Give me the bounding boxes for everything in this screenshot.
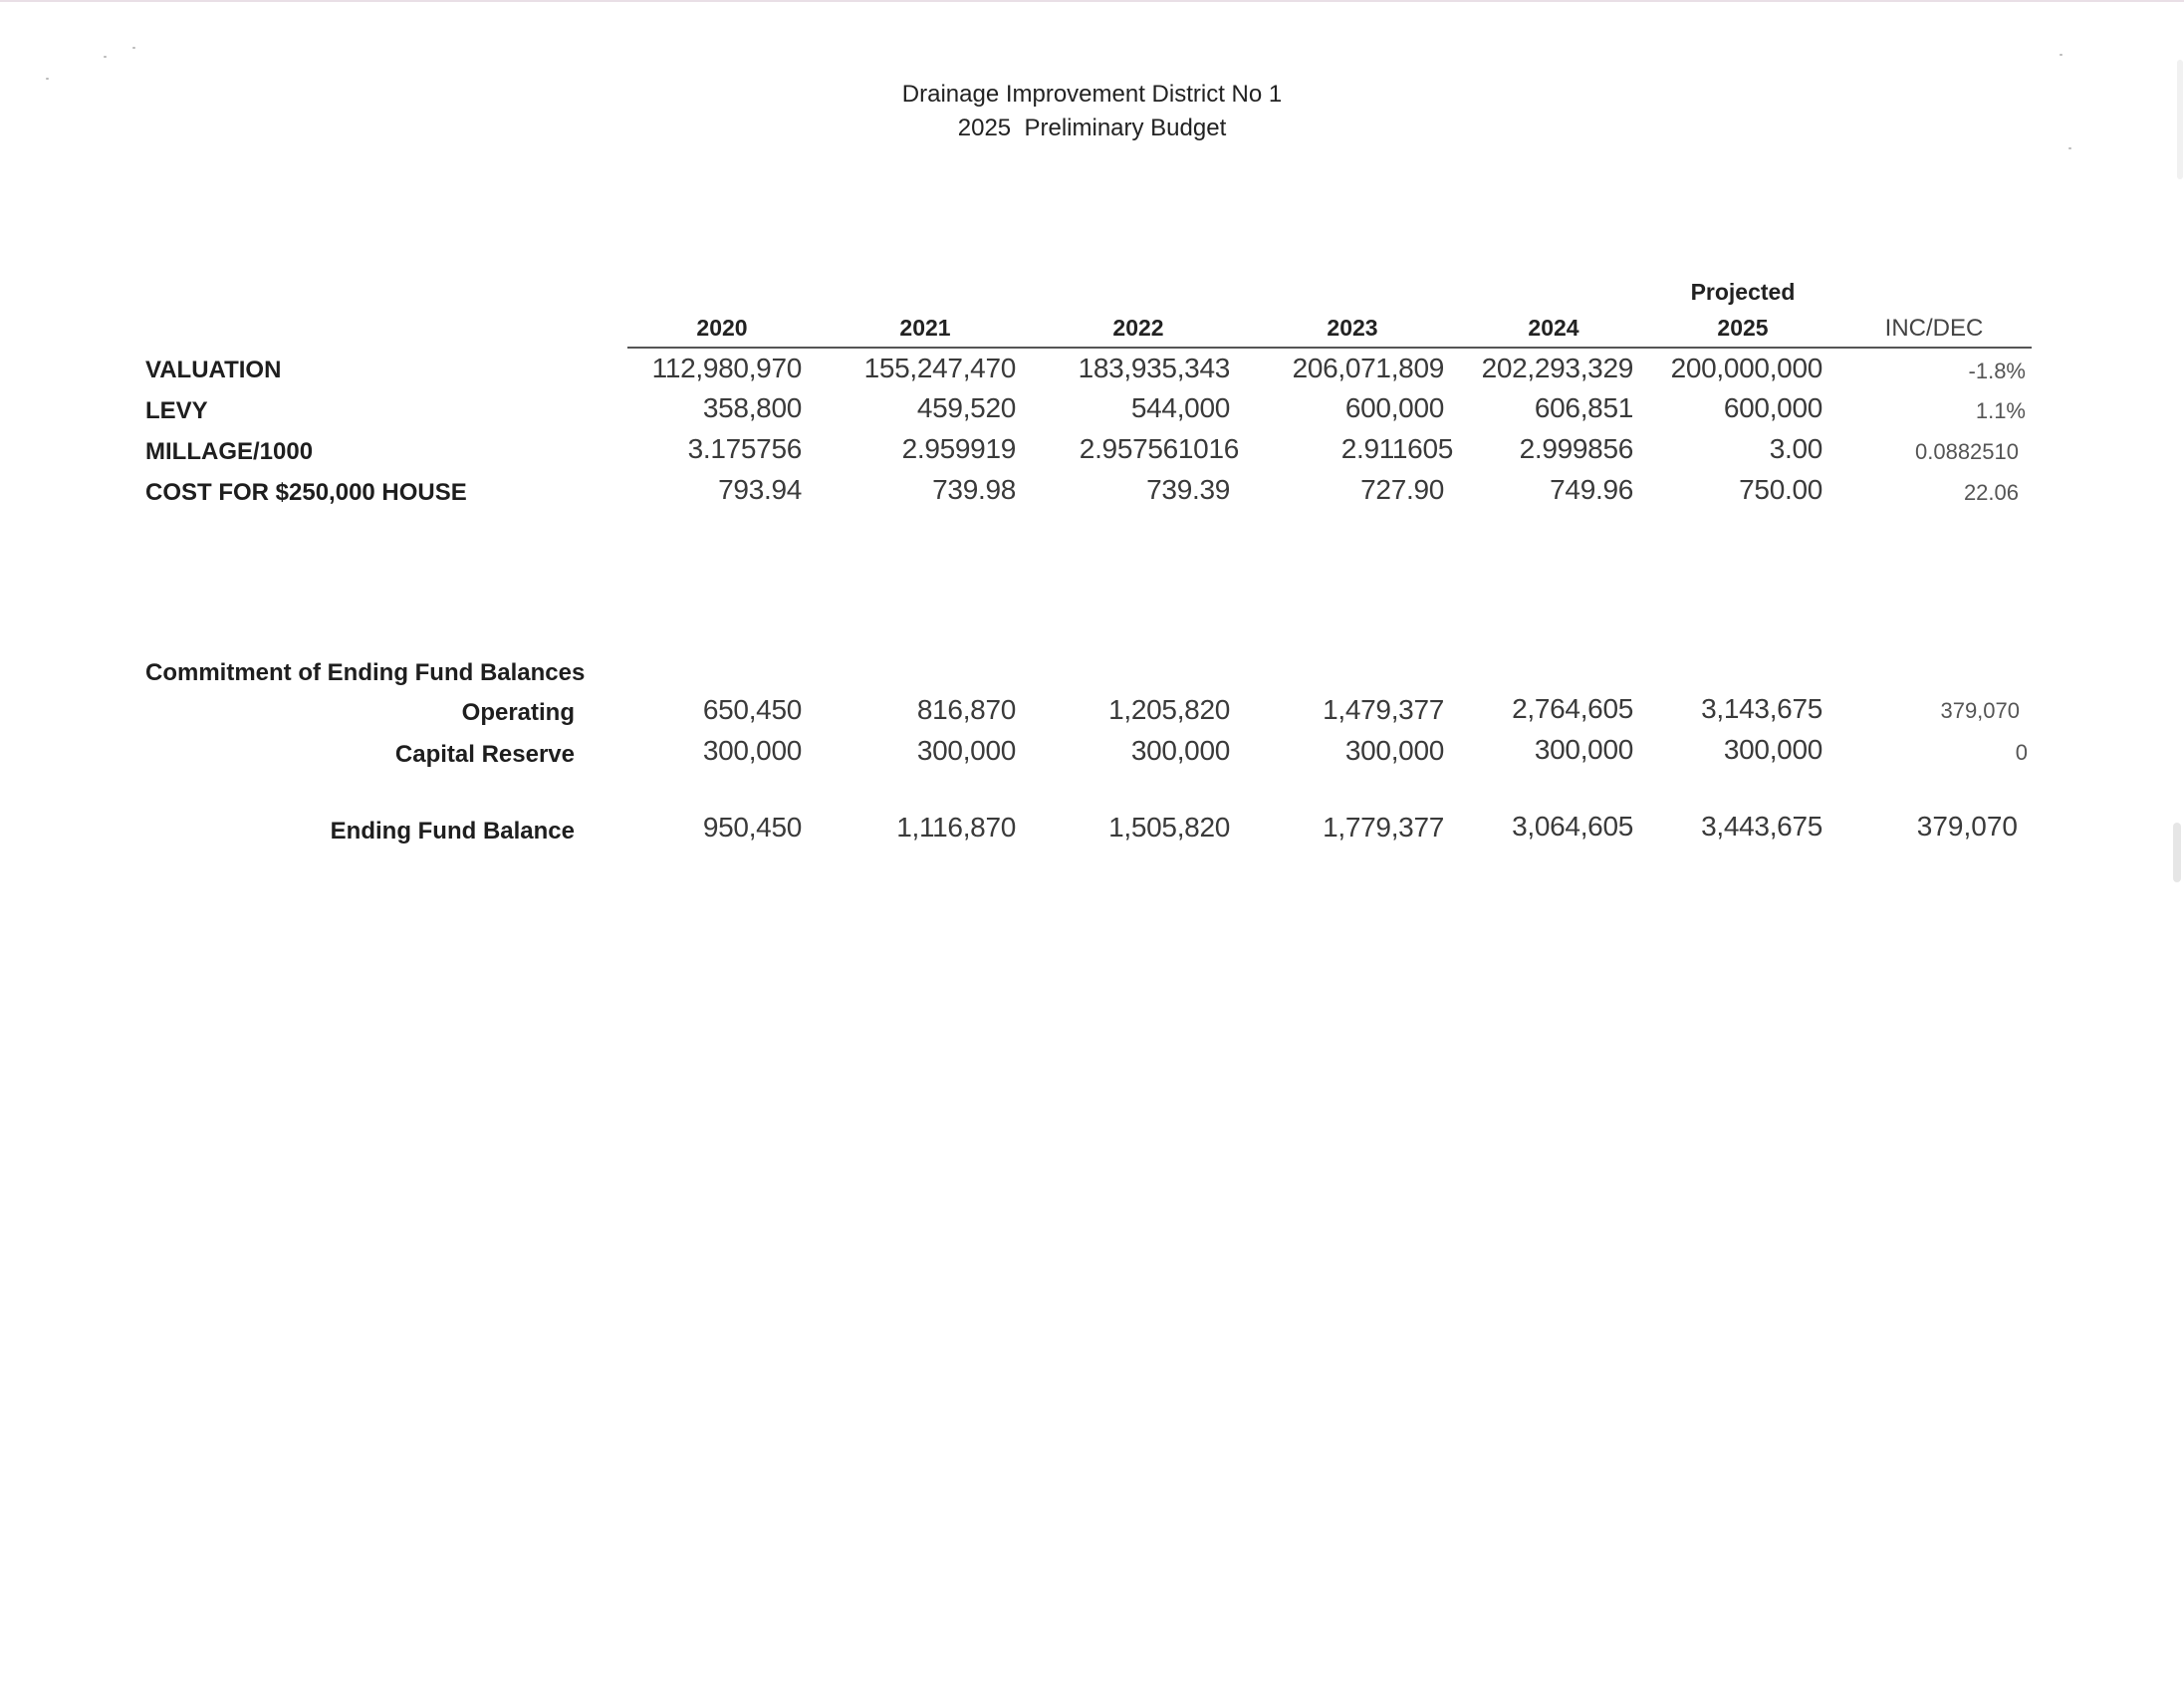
row-label-valuation: VALUATION <box>145 357 282 383</box>
cell-cost-2022: 739.39 <box>1146 474 1230 505</box>
row-label-levy: LEVY <box>145 397 208 424</box>
cell-cost-2020: 793.94 <box>718 474 802 505</box>
cell-capital-2023: 300,000 <box>1344 735 1444 766</box>
row-label-ending-fund-balance: Ending Fund Balance <box>330 818 575 845</box>
cell-millage-2020: 3.175756 <box>687 433 802 464</box>
cell-valuation-2020: 112,980,970 <box>651 353 802 383</box>
cell-millage-2022: 2.957561016 <box>1079 433 1239 464</box>
header-year-2020: 2020 <box>696 315 748 341</box>
cell-levy-2024: 606,851 <box>1534 392 1633 423</box>
cell-levy-2023: 600,000 <box>1344 392 1444 423</box>
cell-millage-incdec: 0.0882510 <box>1915 439 2019 464</box>
cell-cost-incdec: 22.06 <box>1963 480 2019 505</box>
header-incdec: INC/DEC <box>1884 315 1984 342</box>
cell-operating-2024: 2,764,605 <box>1512 693 1633 724</box>
cell-millage-2023: 2.911605 <box>1340 433 1453 464</box>
cell-operating-2020: 650,450 <box>702 694 802 725</box>
row-label-millage: MILLAGE/1000 <box>145 438 314 465</box>
scan-speck <box>104 56 107 58</box>
cell-ending-2020: 950,450 <box>702 812 802 843</box>
cell-cost-2025: 750.00 <box>1739 474 1822 505</box>
cell-ending-2024: 3,064,605 <box>1512 811 1633 842</box>
scan-speck <box>132 47 135 49</box>
cell-capital-2021: 300,000 <box>916 735 1016 766</box>
cell-capital-2024: 300,000 <box>1534 734 1633 765</box>
header-projected: Projected <box>1690 279 1796 305</box>
cell-valuation-2025: 200,000,000 <box>1670 353 1822 383</box>
commitment-heading: Commitment of Ending Fund Balances <box>145 659 586 686</box>
cell-levy-2025: 600,000 <box>1723 392 1822 423</box>
scan-speck <box>2060 54 2063 56</box>
cell-levy-2022: 544,000 <box>1130 392 1230 423</box>
cell-ending-2023: 1,779,377 <box>1323 812 1444 843</box>
cell-operating-2021: 816,870 <box>916 694 1016 725</box>
cell-operating-2025: 3,143,675 <box>1701 693 1822 724</box>
cell-capital-2022: 300,000 <box>1130 735 1230 766</box>
cell-operating-2022: 1,205,820 <box>1108 694 1230 725</box>
header-year-2024: 2024 <box>1528 315 1579 341</box>
header-year-2025: 2025 <box>1717 315 1769 341</box>
cell-operating-incdec: 379,070 <box>1940 698 2020 723</box>
cell-capital-incdec: 0 <box>2015 740 2028 765</box>
cell-levy-2020: 358,800 <box>702 392 802 423</box>
cell-ending-2025: 3,443,675 <box>1701 811 1822 842</box>
cell-operating-2023: 1,479,377 <box>1323 694 1444 725</box>
cell-ending-2021: 1,116,870 <box>896 812 1016 843</box>
cell-millage-2024: 2.999856 <box>1519 433 1633 464</box>
cell-valuation-incdec: -1.8% <box>1968 359 2026 383</box>
cell-levy-incdec: 1.1% <box>1975 398 2026 423</box>
row-label-operating: Operating <box>461 699 575 726</box>
cell-levy-2021: 459,520 <box>916 392 1016 423</box>
title-line-2: 2025 Preliminary Budget <box>957 115 1227 141</box>
cell-valuation-2022: 183,935,343 <box>1078 353 1230 383</box>
cell-ending-2022: 1,505,820 <box>1108 812 1230 843</box>
page-top-edge <box>0 0 2184 2</box>
header-year-2021: 2021 <box>899 315 951 341</box>
scan-speck <box>2068 147 2071 149</box>
cell-valuation-2021: 155,247,470 <box>863 353 1016 383</box>
cell-capital-2025: 300,000 <box>1723 734 1822 765</box>
cell-millage-2025: 3.00 <box>1769 433 1822 464</box>
header-rule <box>627 347 2032 349</box>
row-label-capital-reserve: Capital Reserve <box>394 741 575 768</box>
cell-cost-2021: 739.98 <box>932 474 1016 505</box>
document-title <box>0 78 2184 145</box>
cell-ending-incdec: 379,070 <box>1916 811 2018 842</box>
row-label-cost-house: COST FOR $250,000 HOUSE <box>145 479 467 506</box>
header-year-2022: 2022 <box>1112 315 1164 341</box>
cell-millage-2021: 2.959919 <box>901 433 1016 464</box>
scan-edge-mark <box>2173 823 2181 882</box>
header-year-2023: 2023 <box>1327 315 1378 341</box>
cell-valuation-2024: 202,293,329 <box>1481 353 1633 383</box>
cell-cost-2024: 749.96 <box>1550 474 1633 505</box>
cell-valuation-2023: 206,071,809 <box>1292 353 1444 383</box>
cell-cost-2023: 727.90 <box>1360 474 1444 505</box>
cell-capital-2020: 300,000 <box>702 735 802 766</box>
title-line-1: Drainage Improvement District No 1 <box>901 81 1283 108</box>
